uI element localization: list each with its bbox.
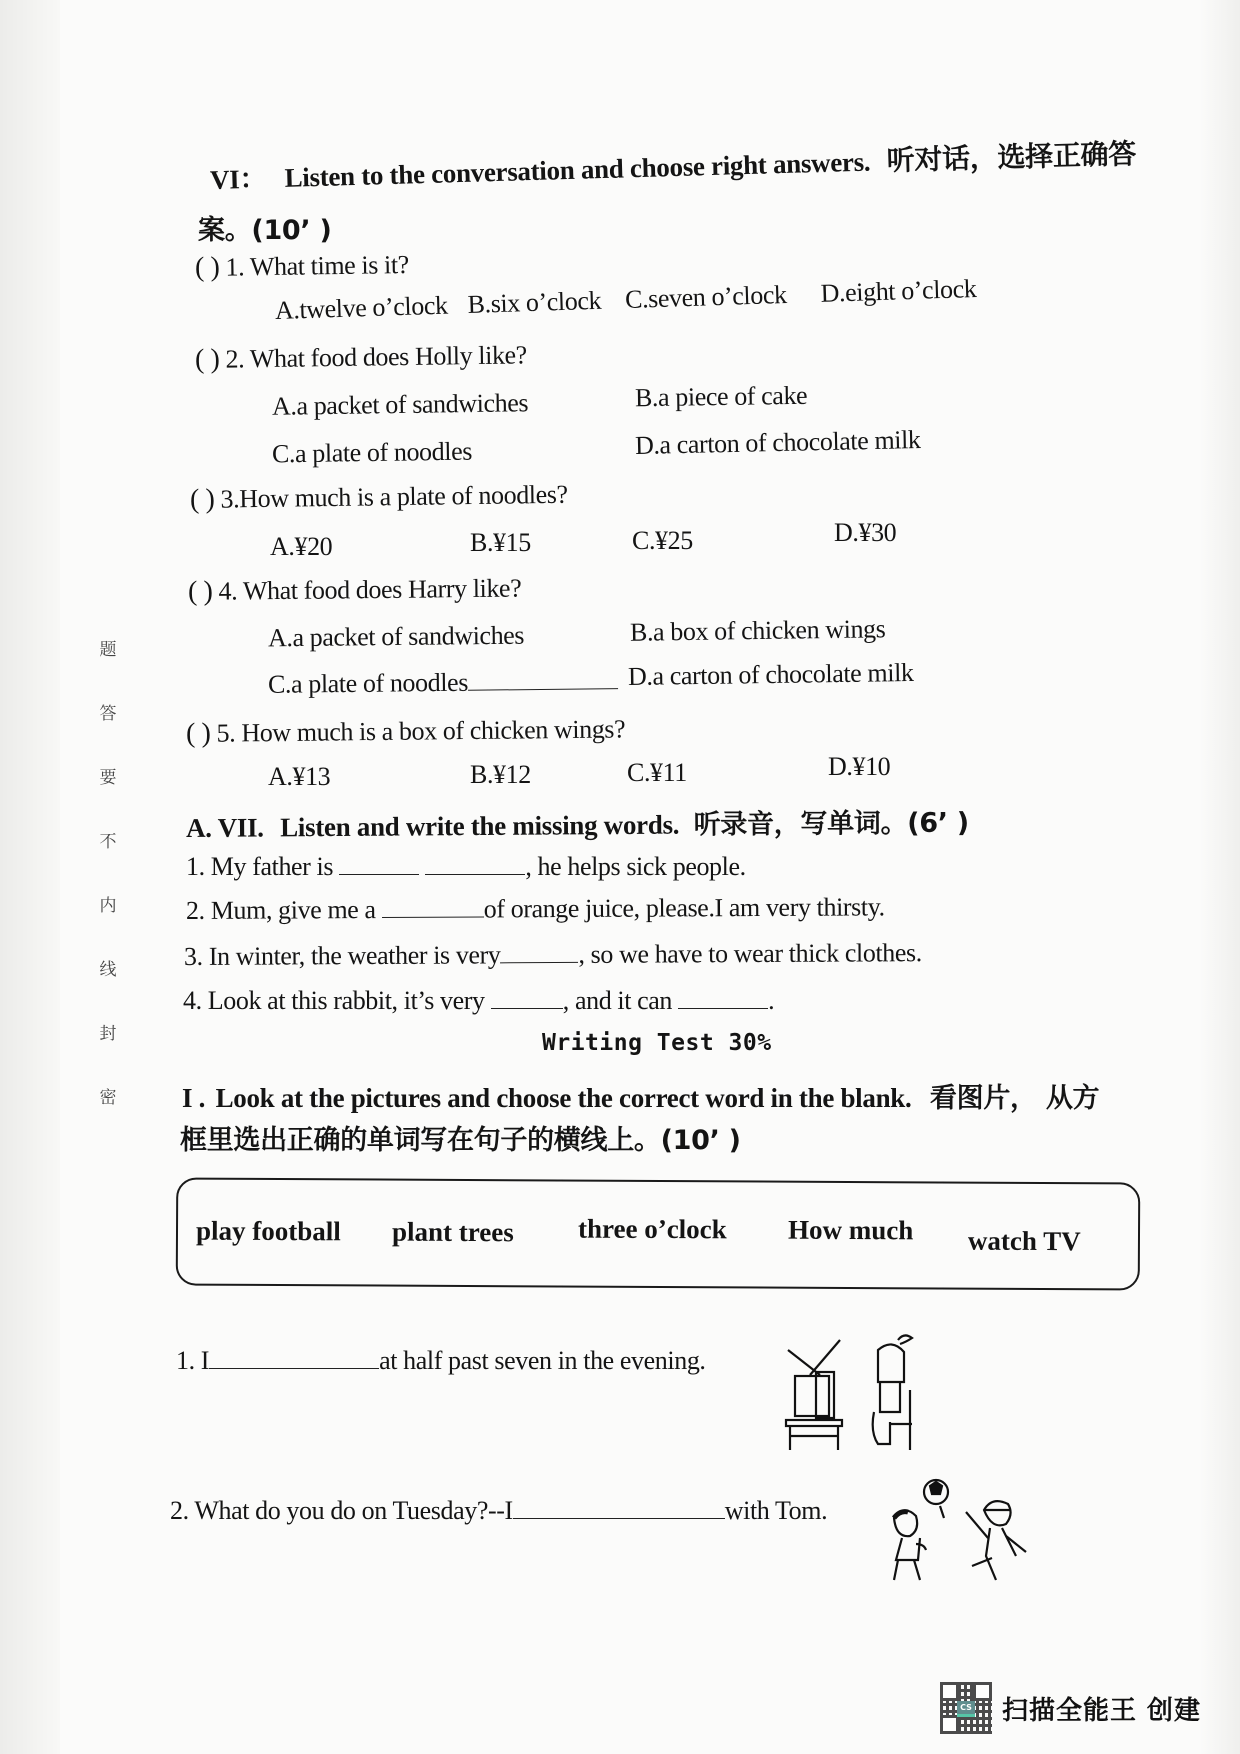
option-a: A.a packet of sandwiches	[271, 388, 529, 421]
option-d: D.¥10	[828, 752, 891, 781]
fill-item-4	[183, 986, 774, 1016]
item-text: 1. I	[176, 1346, 210, 1375]
answer-blank[interactable]	[425, 852, 525, 875]
fill-text: 1. My father is	[186, 852, 334, 881]
word-bank-item: play football	[195, 1215, 341, 1247]
question-text: 1. What time is it?	[225, 250, 410, 282]
seal-line-strip	[96, 640, 120, 1152]
section-i-heading	[182, 1076, 1099, 1115]
word-bank-item: plant trees	[391, 1216, 514, 1248]
fill-text: 3. In winter, the weather is very	[183, 940, 501, 971]
answer-blank[interactable]	[491, 986, 563, 1009]
option-a: A.¥13	[268, 762, 331, 791]
scanner-brand-text: 扫描全能王 创建	[1002, 1695, 1202, 1726]
option-c: C.¥25	[632, 526, 693, 555]
strip-char: 内	[99, 896, 117, 916]
answer-paren[interactable]: ( )	[189, 483, 215, 515]
answer-blank[interactable]	[500, 940, 578, 963]
section-instruction: Listen and write the missing words.	[280, 809, 680, 843]
section-instruction-cn: 看图片， 从方	[929, 1083, 1100, 1114]
section-vii-heading	[186, 801, 969, 845]
answer-blank[interactable]	[339, 852, 419, 875]
question-text: 3.How much is a plate of noodles?	[220, 479, 568, 514]
strip-char: 答	[99, 704, 117, 724]
section-number: A. VII.	[185, 812, 264, 843]
strip-char: 密	[99, 1088, 117, 1108]
fill-text: .	[768, 986, 775, 1015]
section-vi-heading-cont	[198, 208, 332, 247]
picture-item-1	[176, 1346, 706, 1376]
item-text: with Tom.	[724, 1496, 828, 1525]
fill-text: , so we have to wear thick clothes.	[578, 938, 922, 969]
section-instruction: Listen to the conversation and choose right answers.	[284, 146, 871, 193]
option-d: D.a carton of chocolate milk	[627, 658, 914, 691]
option-a: A.twelve o’clock	[274, 290, 449, 325]
watching-tv-picture	[780, 1330, 930, 1450]
answer-blank[interactable]	[513, 1496, 725, 1519]
option-b: B.six o’clock	[467, 285, 602, 319]
option-c: C.a plate of noodles	[271, 436, 473, 469]
strip-char: 不	[99, 832, 117, 852]
option-c: C.¥11	[627, 758, 687, 787]
question-text: 4. What food does Harry like?	[218, 573, 522, 606]
section-number: I .	[182, 1083, 206, 1113]
item-text: 2. What do you do on Tuesday?--I	[170, 1496, 513, 1525]
option-b: B.¥15	[470, 528, 531, 557]
picture-item-2	[170, 1496, 827, 1526]
qr-code-icon	[940, 1682, 992, 1734]
section-number: VI：	[209, 163, 267, 195]
section-i-heading-cont	[180, 1118, 741, 1157]
word-bank-item: How much	[787, 1214, 914, 1246]
answer-paren[interactable]: ( )	[194, 343, 220, 375]
option-c: C.seven o’clock	[624, 279, 788, 314]
strip-char: 线	[99, 960, 117, 980]
fill-item-3	[184, 938, 922, 972]
section-instruction-cn-cont: 框里选出正确的单词写在句子的横线上。(10’ )	[180, 1125, 741, 1156]
fill-text: , and it can	[562, 986, 673, 1015]
section-vi-heading	[209, 132, 1136, 198]
strip-char: 题	[99, 640, 117, 660]
word-bank-item: watch TV	[967, 1225, 1081, 1257]
answer-blank[interactable]	[209, 1346, 379, 1369]
question-text: 2. What food does Holly like?	[225, 340, 528, 374]
question-4	[188, 573, 522, 608]
fill-text: 2. Mum, give me a	[185, 895, 376, 925]
question-5	[186, 713, 626, 750]
scanner-watermark	[940, 1682, 1201, 1734]
fill-text: of orange juice, please.I am very thirsty.	[483, 892, 885, 924]
question-1	[195, 249, 409, 284]
option-d: D.eight o’clock	[820, 273, 977, 308]
answer-paren[interactable]: ( )	[187, 575, 213, 607]
scan-right-edge	[1200, 0, 1240, 1754]
fill-item-2	[186, 892, 885, 926]
option-a: A.¥20	[270, 532, 333, 561]
stray-underline	[468, 666, 618, 691]
answer-paren[interactable]: ( )	[185, 717, 211, 749]
writing-test-title: Writing Test 30%	[542, 1030, 772, 1056]
option-c-row	[268, 666, 618, 700]
question-2	[195, 339, 527, 376]
scan-left-edge	[0, 0, 60, 1754]
fill-text: , he helps sick people.	[525, 852, 746, 881]
section-instruction-cn-cont: 案。(10’ )	[198, 215, 332, 246]
answer-paren[interactable]: ( )	[194, 251, 220, 283]
cs-badge: CS	[957, 1701, 975, 1717]
answer-blank[interactable]	[382, 894, 484, 918]
word-bank-item: three o’clock	[577, 1213, 727, 1245]
fill-text: 4. Look at this rabbit, it’s very	[183, 986, 485, 1015]
option-d: D.¥30	[834, 518, 897, 547]
option-d: D.a carton of chocolate milk	[634, 425, 921, 460]
answer-blank[interactable]	[678, 986, 768, 1009]
option-a: A.a packet of sandwiches	[267, 620, 525, 653]
section-instruction: Look at the pictures and choose the correct word in the blank.	[215, 1083, 912, 1113]
option-c: C.a plate of noodles	[267, 667, 469, 699]
option-b: B.¥12	[470, 760, 531, 789]
strip-char: 要	[99, 768, 117, 788]
question-3	[190, 479, 568, 516]
word-bank-box	[176, 1177, 1141, 1290]
question-text: 5. How much is a box of chicken wings?	[216, 714, 626, 748]
item-text: at half past seven in the evening.	[379, 1346, 706, 1375]
section-instruction-cn: 听录音，写单词。(6’ )	[693, 807, 969, 841]
fill-item-1	[186, 852, 746, 882]
playing-football-picture	[880, 1478, 1050, 1588]
section-instruction-cn: 听对话，选择正确答	[886, 137, 1137, 178]
strip-char: 封	[99, 1024, 117, 1044]
question-1-options	[275, 274, 977, 326]
option-b: B.a box of chicken wings	[629, 614, 886, 647]
option-b: B.a piece of cake	[634, 380, 808, 413]
